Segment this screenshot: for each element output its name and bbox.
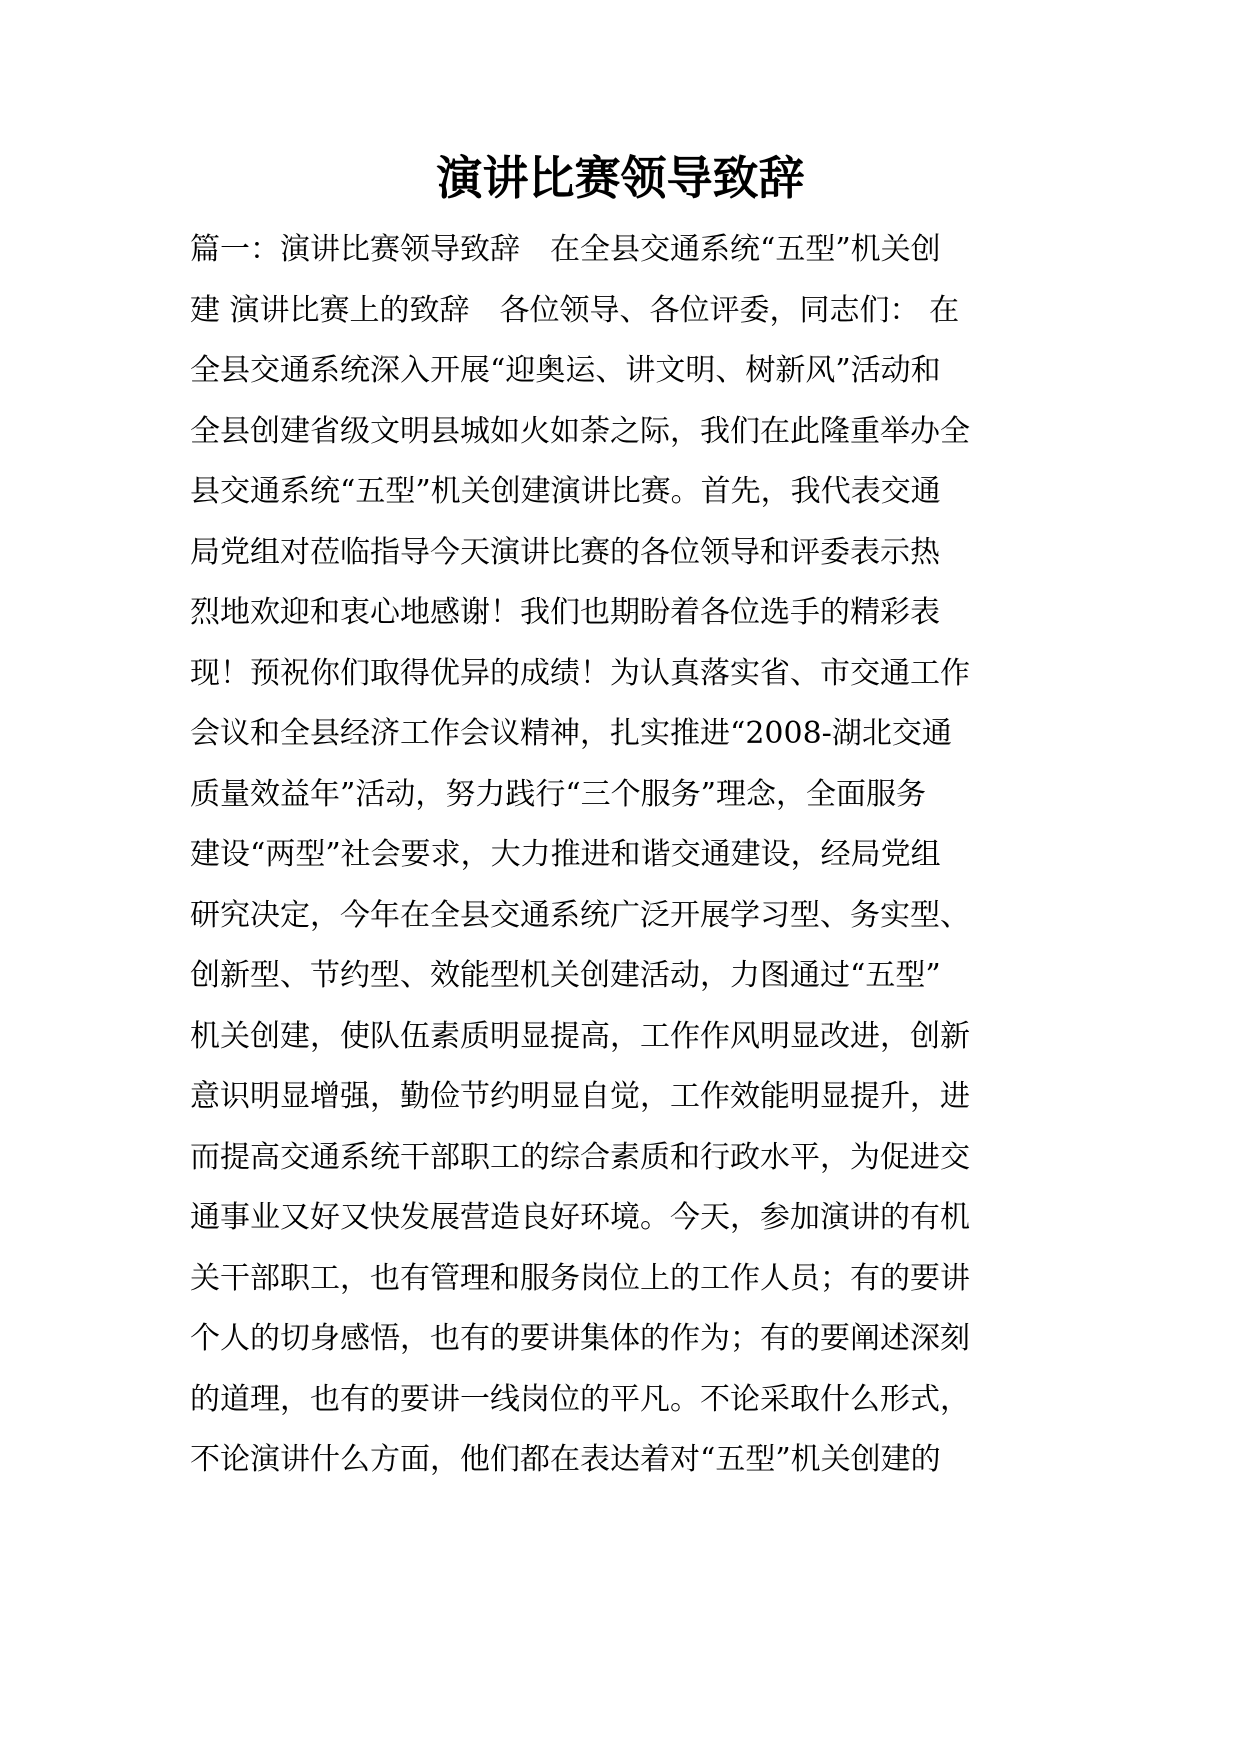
body-line: 篇一：演讲比赛领导致辞 在全县交通系统“五型”机关创 [190,232,941,267]
body-line: 烈地欢迎和衷心地感谢！我们也期盼着各位选手的精彩表 [190,595,940,630]
body-line: 的道理，也有的要讲一线岗位的平凡。不论采取什么形式， [190,1381,970,1417]
body-line: 全县交通系统深入开展“迎奥运、讲文明、树新风”活动和 [190,353,941,388]
body-line: 个人的切身感悟，也有的要讲集体的作为；有的要阐述深刻 [190,1321,970,1356]
document-title: 演讲比赛领导致辞 [436,151,805,205]
body-line: 会议和全县经济工作会议精神，扎实推进“2008-湖北交通 [190,716,952,751]
body-line: 现！预祝你们取得优异的成绩！为认真落实省、市交通工作 [190,655,970,691]
body-line: 局党组对莅临指导今天演讲比赛的各位领导和评委表示热 [190,534,940,570]
body-line: 建设“两型”社会要求，大力推进和谐交通建设，经局党组 [190,837,941,872]
body-line: 县交通系统“五型”机关创建演讲比赛。首先，我代表交通 [190,474,941,509]
body-line: 全县创建省级文明县城如火如荼之际，我们在此隆重举办全 [190,413,970,449]
body-line: 意识明显增强，勤俭节约明显自觉，工作效能明显提升，进 [190,1079,970,1114]
body-line: 不论演讲什么方面，他们都在表达着对“五型”机关创建的 [190,1442,941,1477]
body-line: 建 演讲比赛上的致辞 各位领导、各位评委，同志们： 在 [190,292,960,328]
body-line: 而提高交通系统干部职工的综合素质和行政水平，为促进交 [190,1139,970,1175]
body-line: 关干部职工，也有管理和服务岗位上的工作人员；有的要讲 [190,1260,970,1296]
body-line: 创新型、节约型、效能型机关创建活动，力图通过“五型” [190,958,941,993]
document-body [190,220,1050,1491]
body-line: 研究决定，今年在全县交通系统广泛开展学习型、务实型、 [190,897,970,933]
body-line: 质量效益年”活动，努力践行“三个服务”理念，全面服务 [190,776,927,812]
body-line: 机关创建，使队伍素质明显提高，工作作风明显改进，创新 [190,1018,970,1054]
body-line: 通事业又好又快发展营造良好环境。今天，参加演讲的有机 [190,1200,970,1235]
